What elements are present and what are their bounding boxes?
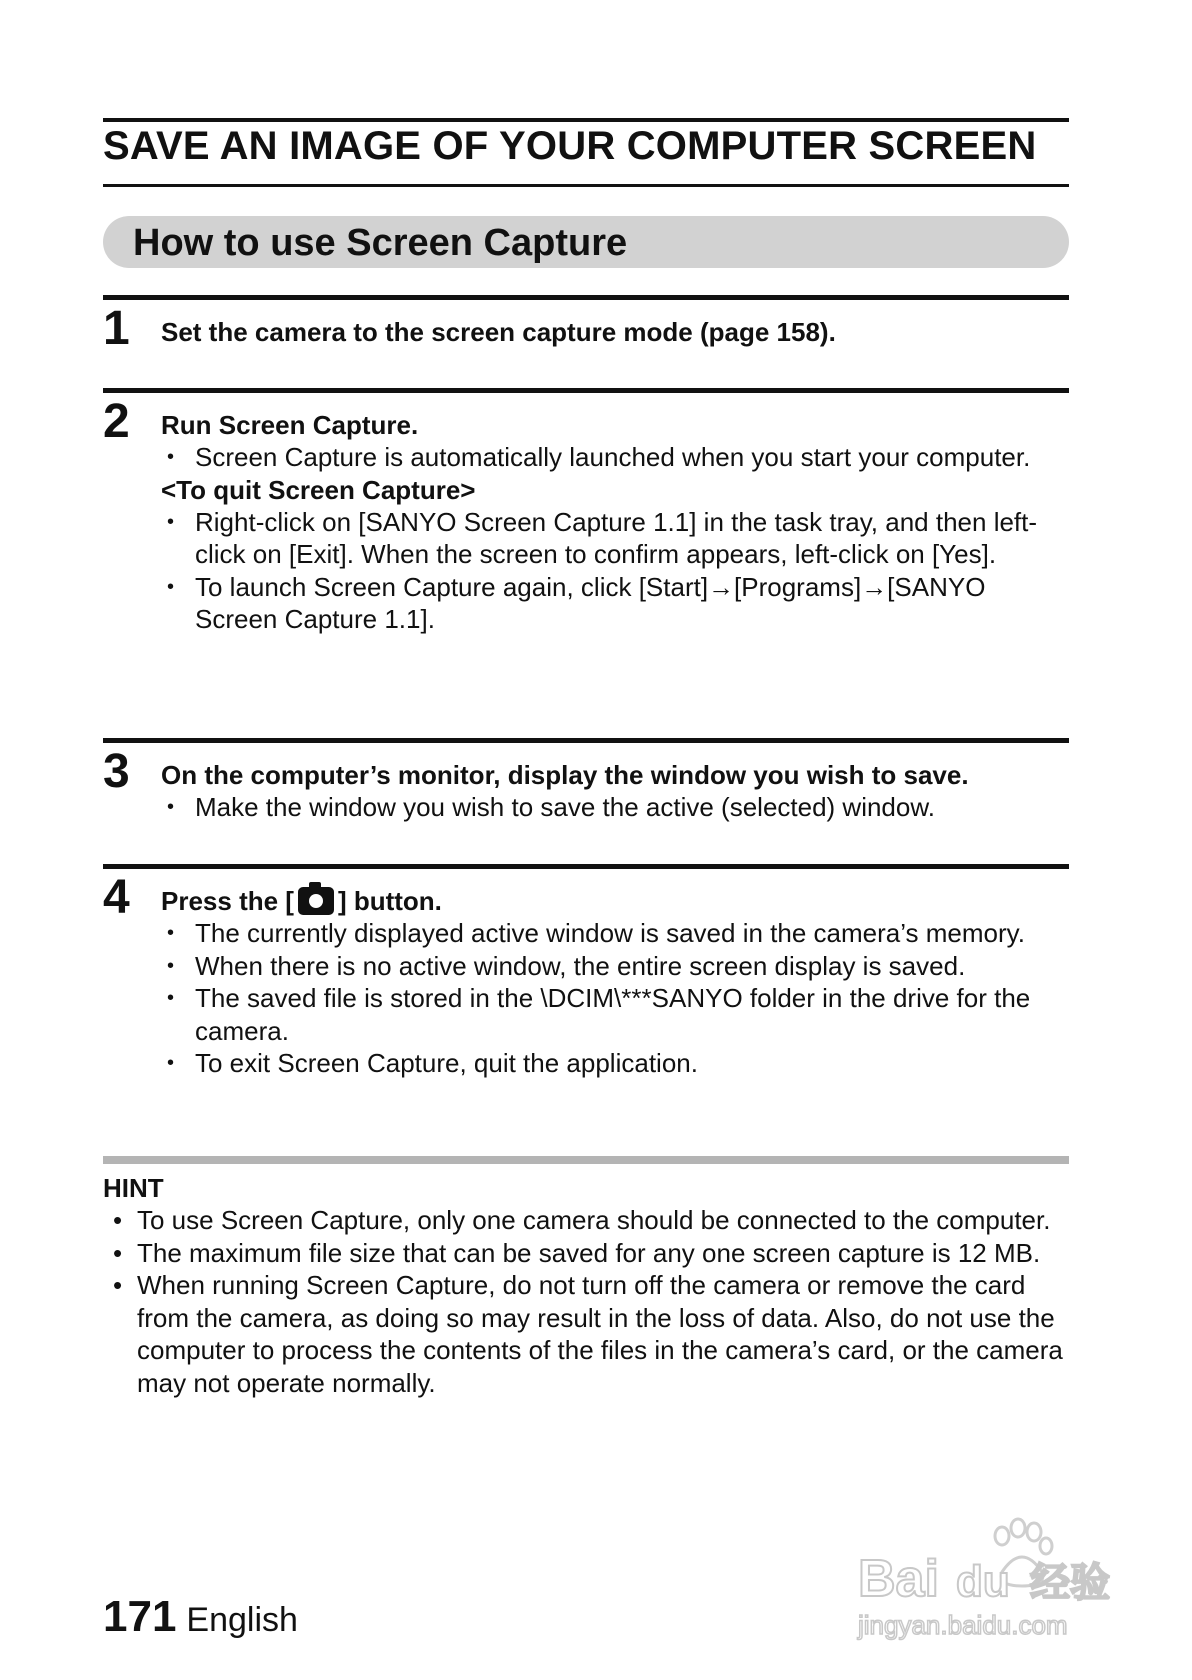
list-item: • Screen Capture is automatically launched when you start your computer. [167,442,1031,472]
step-heading: Press the [ ] button. [161,886,442,916]
list-item: • To launch Screen Capture again, click [Start]→[Programs]→[SANYO Screen Capture 1.1]. [167,571,986,634]
page-language: English [186,1601,298,1639]
hint-box [103,1172,1069,1399]
hint-title: HINT [103,1173,164,1203]
title-top-rule [103,118,1069,122]
bullet-icon: • [167,1052,175,1074]
bullet-icon: • [167,954,175,977]
baidu-watermark-logo [852,1510,1132,1660]
svg-text:经验: 经验 [1030,1560,1110,1606]
svg-text:jingyan.baidu.com: jingyan.baidu.com [858,1610,1068,1640]
camera-icon [298,887,334,915]
list-item: • The saved file is stored in the \DCIM\***SANYO folder in the drive for the camera. [167,983,1031,1046]
bullet-icon: • [167,575,175,598]
section-header-bar [103,216,1069,268]
page-footer [103,1592,298,1642]
list-item: • Right-click on [SANYO Screen Capture 1.1] in the task tray, and then left-click on [Exit]. When the screen to confirm appears, left-click on [Yes]. [167,506,1038,569]
quit-subheading: <To quit Screen Capture> [161,474,476,505]
quit-bullet-list [161,506,1069,636]
bullet-icon: • [113,1270,123,1300]
step-heading: On the computer’s monitor, display the window you wish to save. [161,760,969,790]
step-body [161,885,1069,1080]
section-title: How to use Screen Capture [133,222,628,264]
title-bottom-rule [103,184,1069,187]
list-item: • To exit Screen Capture, quit the application. [167,1048,698,1078]
bullet-icon: • [113,1237,123,1268]
bullet-icon: • [167,796,175,818]
bullet-icon: • [113,1205,123,1235]
step-3-rule [103,738,1069,743]
step-4-rule [103,864,1069,869]
svg-text:du: du [956,1557,1010,1606]
step-number: 3 [103,745,130,798]
step-body [161,409,1069,636]
bullet-icon: • [167,987,175,1009]
step-2-rule [103,388,1069,393]
step-number: 1 [103,302,130,355]
list-item: • The maximum file size that can be saved for any one screen capture is 12 MB. [113,1237,1041,1268]
svg-text:Bai: Bai [858,1550,939,1608]
step-heading: Run Screen Capture. [161,410,419,440]
step-number: 4 [103,871,130,924]
bullet-icon: • [167,510,175,533]
step-1-rule [103,295,1069,300]
bullet-icon: • [167,922,175,944]
list-item: • When there is no active window, the entire screen display is saved. [167,950,966,981]
step-bullet-list [161,917,1069,1080]
list-item: • Make the window you wish to save the active (selected) window. [167,792,935,822]
step-heading: Set the camera to the screen capture mode (page 158). [161,317,836,347]
hint-list [103,1204,1069,1399]
step-bullet-list [161,441,1069,474]
step-body [161,316,1069,348]
step-bullet-list [161,791,1069,824]
step-number: 2 [103,395,130,448]
list-item: • The currently displayed active window is saved in the camera’s memory. [167,918,1025,948]
bullet-icon: • [167,446,175,468]
page-title: SAVE AN IMAGE OF YOUR COMPUTER SCREEN [103,124,1037,168]
list-item: • To use Screen Capture, only one camera should be connected to the computer. [113,1205,1051,1235]
step-body [161,759,1069,824]
page-number: 171 [103,1592,177,1641]
list-item: • When running Screen Capture, do not turn off the camera or remove the card from the camera, as doing so may result in the loss of data. Also, do not use the computer to process the contents of the files in the camera’s card, or the camera may not operate normally. [113,1270,1063,1398]
hint-rule [103,1156,1069,1164]
